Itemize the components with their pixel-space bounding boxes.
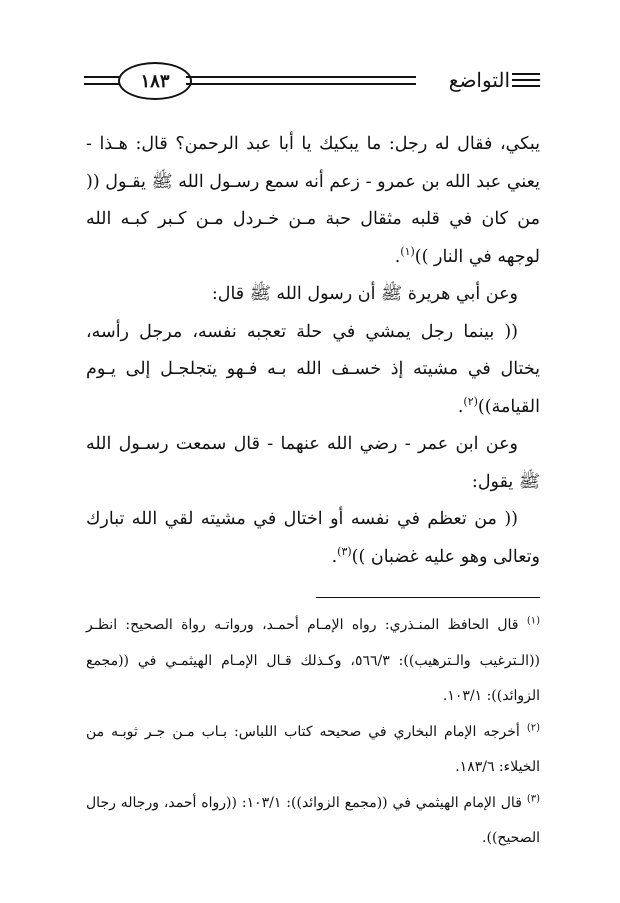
paragraph-3-text: (( بينما رجل يمشي في حلة تعجبه نفسه، مرجل رأسه، يختال في مشيته إذ خسـف الله بـه فـهو يتجلجـل إلى يـوم القيامة))	[86, 321, 540, 417]
paragraph-2	[86, 276, 540, 314]
page-number-oval	[118, 62, 192, 100]
footnote-3-text: قال الإمام الهيثمي في ((مجمع الزوائد)): ١٠٣/١: ((رواه أحمد، ورجاله رجال الصحيح)).	[86, 794, 540, 846]
footnote-2-text: أخرجه الإمام البخاري في صحيحه كتاب اللباس: بـاب مـن جـر ثوبـه من الخيلاء: ١٨٣/٦.	[86, 723, 540, 775]
footnote-2-marker: (٢)	[526, 721, 540, 733]
footnotes	[86, 608, 540, 857]
paragraph-1-text: يبكي، فقال له رجل: ما يبكيك يا أبا عبد الرحمن؟ قال: هـذا - يعني عبد الله بن عمرو - زعم أنه سمع رسـول الله ﷺ يقـول (( من كان في قلبه مثقال حبة مـن خـردل مـن كـبر كبـه الله لوجهه في النار ))	[86, 134, 540, 267]
footnote-ref-1[interactable]: (١)	[400, 244, 415, 258]
chapter-title: التواضع	[448, 68, 510, 92]
main-text	[86, 126, 540, 576]
footnote-separator	[316, 597, 540, 598]
paragraph-4-text: وعن ابن عمر - رضي الله عنهما - قال سمعت رسـول الله ﷺ يقول:	[86, 434, 540, 492]
footnote-ref-2[interactable]: (٢)	[463, 394, 478, 408]
footnote-2	[86, 715, 540, 786]
footnote-3-marker: (٣)	[526, 792, 540, 804]
paragraph-3: (( بينما رجل يمشي في حلة تعجبه نفسه، مرجل رأسه، يختال في مشيته إذ خسـف الله بـه فـهو يتجلجـل إلى يـوم القيامة))$^{(٢)}$.	[86, 321, 540, 417]
running-header	[84, 62, 540, 102]
paragraph-5-text: (( من تعظم في نفسه أو اختال في مشيته لقي الله تبارك وتعالى وهو عليه غضبان ))	[86, 509, 540, 567]
header-rule-left-top	[84, 76, 120, 78]
header-rule-right-1	[512, 73, 540, 75]
header-rule-left-bottom	[84, 83, 120, 85]
header-rule-middle-top	[186, 76, 416, 78]
footnote-3	[86, 786, 540, 857]
header-rule-middle-bottom	[186, 83, 416, 85]
footnote-1-text: قال الحافظ المنـذري: رواه الإمـام أحمـد، ورواتـه رواة الصحيح: انظـر ((الـترغيب والـترهيب)): ٥٦٦/٣، وكـذلك قـال الإمـام الهيثمـي في ((مجمع الزوائد)): ١٠٣/١.	[86, 617, 540, 704]
paragraph-5: (( من تعظم في نفسه أو اختال في مشيته لقي الله تبارك وتعالى وهو عليه غضبان ))$^{(٣)}$.	[86, 509, 540, 567]
paragraph-4	[86, 426, 540, 501]
footnote-1	[86, 608, 540, 715]
header-rule-right-3	[512, 85, 540, 87]
page-number: ١٨٣	[140, 70, 170, 92]
header-rule-right-2	[512, 79, 540, 81]
footnote-ref-3[interactable]: (٣)	[337, 544, 352, 558]
paragraph-2-text: وعن أبي هريرة ﷺ أن رسول الله ﷺ قال:	[211, 284, 518, 304]
paragraph-1: يبكي، فقال له رجل: ما يبكيك يا أبا عبد الرحمن؟ قال: هـذا - يعني عبد الله بن عمرو - زعم أنه سمع رسـول الله ﷺ يقـول (( من كان في قلبه مثقال حبة مـن خـردل مـن كـبر كبـه الله لوجهه في النار ))$^{(١)}$.	[86, 134, 540, 267]
footnote-1-marker: (١)	[526, 615, 541, 627]
